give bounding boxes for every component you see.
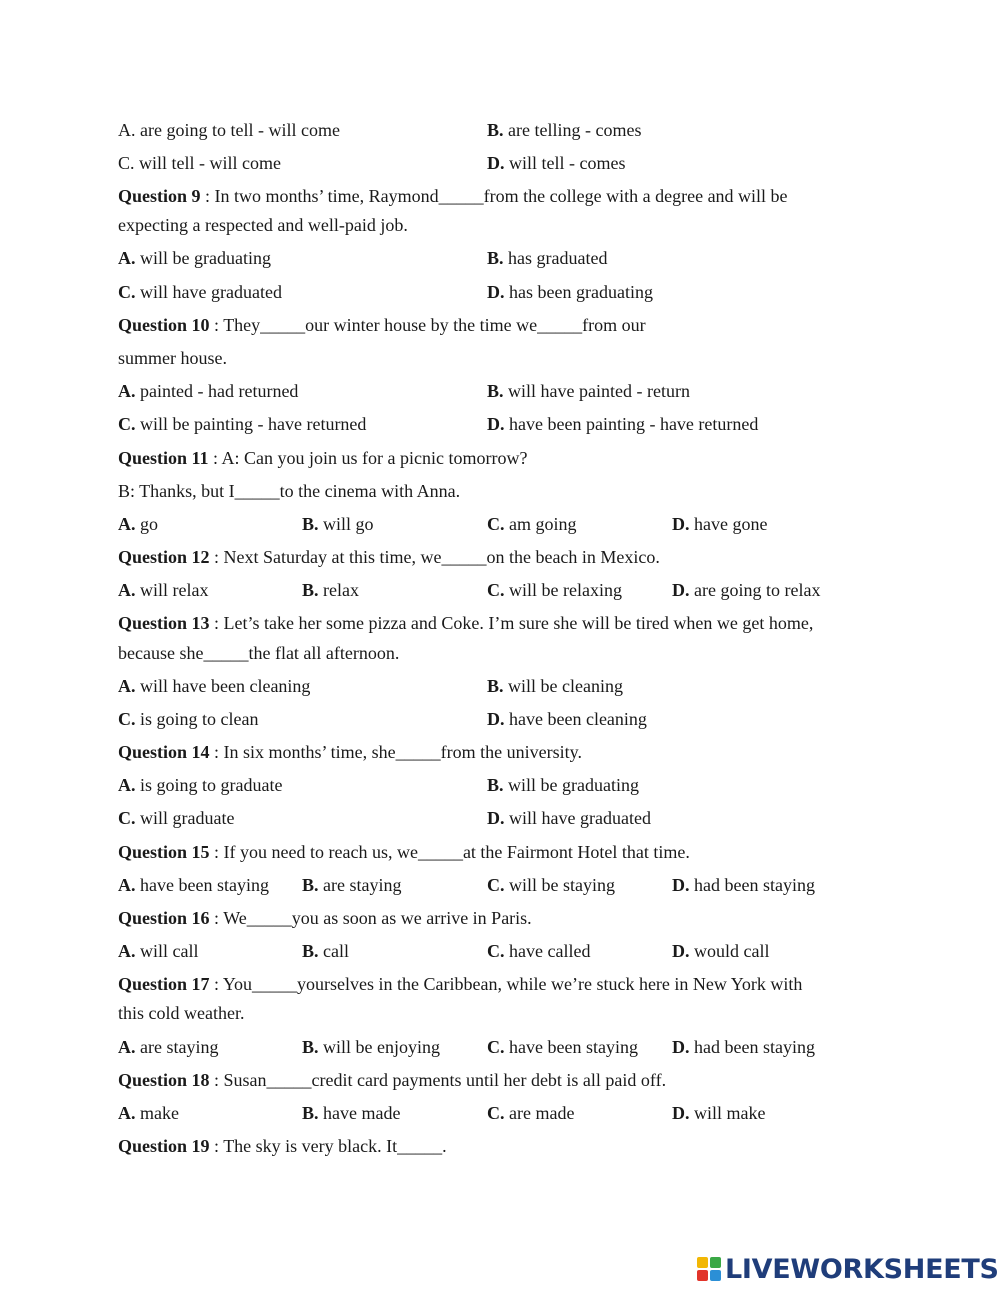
- answer-option: [487, 380, 690, 402]
- question-label: Question 12: [118, 547, 210, 567]
- option-text: will be staying: [504, 875, 615, 895]
- answer-option: [487, 774, 639, 796]
- answer-option: [302, 513, 374, 535]
- question-text: this cold weather.: [118, 1003, 245, 1023]
- answer-option: [118, 675, 310, 697]
- question-line: [118, 1069, 666, 1093]
- question-label: Question 15: [118, 842, 210, 862]
- option-letter: B.: [487, 120, 504, 140]
- option-letter: C.: [487, 1037, 505, 1057]
- question-line: [118, 546, 660, 570]
- question-line: [118, 314, 646, 338]
- option-text: A. are going to tell - will come: [118, 120, 340, 140]
- question-text: : In six months’ time, she_____from the university.: [209, 742, 582, 762]
- answer-option: [302, 874, 401, 896]
- option-text: are going to relax: [689, 580, 821, 600]
- question-label: Question 17: [118, 974, 210, 994]
- answer-option: [487, 675, 623, 697]
- question-label: Question 16: [118, 908, 210, 928]
- answer-option: [487, 119, 641, 141]
- option-text: will be relaxing: [504, 580, 622, 600]
- option-text: have been staying: [504, 1037, 638, 1057]
- option-letter: B.: [487, 381, 504, 401]
- option-text: are staying: [318, 875, 402, 895]
- option-letter: C.: [487, 1103, 505, 1123]
- answer-option: [118, 774, 282, 796]
- question-label: Question 13: [118, 613, 210, 633]
- option-text: are staying: [135, 1037, 219, 1057]
- answer-option: [118, 152, 281, 174]
- option-text: have been cleaning: [504, 709, 647, 729]
- answer-option: [302, 1036, 440, 1058]
- option-letter: C.: [118, 414, 136, 434]
- question-text: : A: Can you join us for a picnic tomorrow?: [208, 448, 528, 468]
- option-text: have called: [504, 941, 591, 961]
- option-letter: A.: [118, 514, 136, 534]
- option-text: make: [135, 1103, 179, 1123]
- answer-option: [672, 513, 767, 535]
- question-text: B: Thanks, but I_____to the cinema with Anna.: [118, 481, 461, 501]
- answer-option: [118, 579, 208, 601]
- option-letter: C.: [487, 875, 505, 895]
- answer-option: [487, 940, 590, 962]
- option-letter: D.: [672, 875, 690, 895]
- answer-option: [118, 1036, 218, 1058]
- answer-option: [302, 579, 359, 601]
- question-continuation: [118, 1002, 244, 1026]
- option-text: will relax: [135, 580, 209, 600]
- option-letter: B.: [302, 580, 319, 600]
- option-letter: B.: [302, 1103, 319, 1123]
- option-text: have been painting - have returned: [504, 414, 759, 434]
- option-letter: B.: [302, 941, 319, 961]
- option-letter: A.: [118, 941, 136, 961]
- question-continuation: [118, 347, 227, 371]
- question-text: : They_____our winter house by the time we_____from our: [209, 315, 646, 335]
- answer-option: [672, 940, 769, 962]
- answer-option: [672, 579, 820, 601]
- option-text: will call: [135, 941, 199, 961]
- option-text: will have graduated: [504, 808, 651, 828]
- option-text: will be painting - have returned: [135, 414, 367, 434]
- option-text: will be graduating: [503, 775, 639, 795]
- question-line: [118, 1135, 447, 1159]
- answer-option: [672, 1102, 765, 1124]
- option-letter: D.: [672, 580, 690, 600]
- option-text: have gone: [689, 514, 768, 534]
- option-letter: D.: [672, 514, 690, 534]
- option-letter: D.: [487, 808, 505, 828]
- question-line: [118, 841, 690, 865]
- option-text: is going to clean: [135, 709, 259, 729]
- question-label: Question 11: [118, 448, 209, 468]
- question-line: [118, 907, 532, 931]
- answer-option: [118, 380, 298, 402]
- option-text: relax: [318, 580, 359, 600]
- option-letter: C.: [487, 580, 505, 600]
- answer-option: [118, 413, 366, 435]
- answer-option: [487, 807, 651, 829]
- question-text: : The sky is very black. It_____.: [209, 1136, 447, 1156]
- answer-option: [487, 1102, 574, 1124]
- question-label: Question 10: [118, 315, 210, 335]
- option-text: had been staying: [689, 1037, 815, 1057]
- logo-text: LIVEWORKSHEETS: [725, 1253, 999, 1285]
- answer-option: [302, 1102, 400, 1124]
- option-letter: A.: [118, 1103, 136, 1123]
- answer-option: [118, 874, 269, 896]
- question-label: Question 18: [118, 1070, 210, 1090]
- question-label: Question 14: [118, 742, 210, 762]
- option-text: have made: [318, 1103, 401, 1123]
- logo-square: [697, 1270, 708, 1281]
- option-letter: D.: [487, 709, 505, 729]
- option-letter: A.: [118, 676, 136, 696]
- answer-option: [118, 940, 198, 962]
- option-letter: D.: [487, 414, 505, 434]
- answer-option: [118, 281, 282, 303]
- option-text: C. will tell - will come: [118, 153, 281, 173]
- question-text: : If you need to reach us, we_____at the Fairmont Hotel that time.: [209, 842, 690, 862]
- option-letter: A.: [118, 875, 136, 895]
- answer-option: [487, 513, 577, 535]
- option-text: painted - had returned: [135, 381, 299, 401]
- answer-option: [118, 119, 340, 141]
- option-text: will be enjoying: [318, 1037, 440, 1057]
- option-text: are telling - comes: [503, 120, 642, 140]
- liveworksheets-logo: [697, 1254, 999, 1284]
- option-text: has graduated: [503, 248, 608, 268]
- option-text: has been graduating: [504, 282, 653, 302]
- option-letter: C.: [487, 941, 505, 961]
- answer-option: [118, 513, 158, 535]
- question-line: [118, 447, 527, 471]
- question-text: because she_____the flat all afternoon.: [118, 643, 400, 663]
- answer-option: [487, 1036, 638, 1058]
- logo-square: [710, 1270, 721, 1281]
- option-text: is going to graduate: [135, 775, 283, 795]
- question-label: Question 9: [118, 186, 201, 206]
- option-letter: B.: [302, 1037, 319, 1057]
- answer-option: [118, 1102, 179, 1124]
- option-letter: C.: [118, 709, 136, 729]
- option-letter: A.: [118, 580, 136, 600]
- question-text: : You_____yourselves in the Caribbean, while we’re stuck here in New York with: [209, 974, 803, 994]
- option-text: will go: [318, 514, 374, 534]
- option-letter: D.: [487, 282, 505, 302]
- answer-option: [118, 807, 234, 829]
- question-text: : We_____you as soon as we arrive in Paris.: [209, 908, 532, 928]
- option-text: are made: [504, 1103, 575, 1123]
- answer-option: [672, 874, 815, 896]
- option-text: will be graduating: [135, 248, 271, 268]
- option-text: had been staying: [689, 875, 815, 895]
- logo-squares-icon: [697, 1257, 721, 1281]
- option-text: have been staying: [135, 875, 269, 895]
- answer-option: [487, 152, 625, 174]
- answer-option: [487, 579, 622, 601]
- logo-square: [697, 1257, 708, 1268]
- answer-option: [487, 874, 615, 896]
- question-text: : Let’s take her some pizza and Coke. I’m sure she will be tired when we get home,: [209, 613, 814, 633]
- question-line: [118, 973, 802, 997]
- question-text: : Susan_____credit card payments until her debt is all paid off.: [209, 1070, 667, 1090]
- logo-square: [710, 1257, 721, 1268]
- option-text: will tell - comes: [504, 153, 626, 173]
- question-continuation: [118, 480, 460, 504]
- answer-option: [302, 940, 349, 962]
- answer-option: [487, 281, 653, 303]
- option-letter: B.: [302, 875, 319, 895]
- option-text: will be cleaning: [503, 676, 623, 696]
- question-line: [118, 612, 813, 636]
- option-letter: C.: [118, 808, 136, 828]
- question-continuation: [118, 214, 408, 238]
- option-letter: D.: [487, 153, 505, 173]
- option-text: will make: [689, 1103, 766, 1123]
- option-letter: D.: [672, 1037, 690, 1057]
- option-text: will graduate: [135, 808, 235, 828]
- option-letter: B.: [487, 676, 504, 696]
- question-text: expecting a respected and well-paid job.: [118, 215, 408, 235]
- option-text: will have graduated: [135, 282, 282, 302]
- option-text: go: [135, 514, 158, 534]
- question-text: : Next Saturday at this time, we_____on the beach in Mexico.: [209, 547, 660, 567]
- question-line: [118, 741, 582, 765]
- option-letter: A.: [118, 775, 136, 795]
- option-letter: A.: [118, 381, 136, 401]
- option-text: would call: [689, 941, 770, 961]
- question-text: summer house.: [118, 348, 227, 368]
- option-letter: B.: [487, 248, 504, 268]
- option-letter: B.: [302, 514, 319, 534]
- option-letter: C.: [487, 514, 505, 534]
- option-letter: D.: [672, 1103, 690, 1123]
- option-letter: A.: [118, 248, 136, 268]
- question-label: Question 19: [118, 1136, 210, 1156]
- answer-option: [487, 247, 607, 269]
- option-text: will have been cleaning: [135, 676, 311, 696]
- answer-option: [487, 413, 758, 435]
- question-text: : In two months’ time, Raymond_____from the college with a degree and will be: [200, 186, 788, 206]
- answer-option: [487, 708, 647, 730]
- answer-option: [118, 708, 258, 730]
- question-line: [118, 185, 788, 209]
- answer-option: [672, 1036, 815, 1058]
- answer-option: [118, 247, 271, 269]
- option-letter: C.: [118, 282, 136, 302]
- option-text: call: [318, 941, 349, 961]
- option-letter: A.: [118, 1037, 136, 1057]
- option-text: am going: [504, 514, 577, 534]
- question-continuation: [118, 642, 399, 666]
- option-letter: D.: [672, 941, 690, 961]
- option-letter: B.: [487, 775, 504, 795]
- option-text: will have painted - return: [503, 381, 690, 401]
